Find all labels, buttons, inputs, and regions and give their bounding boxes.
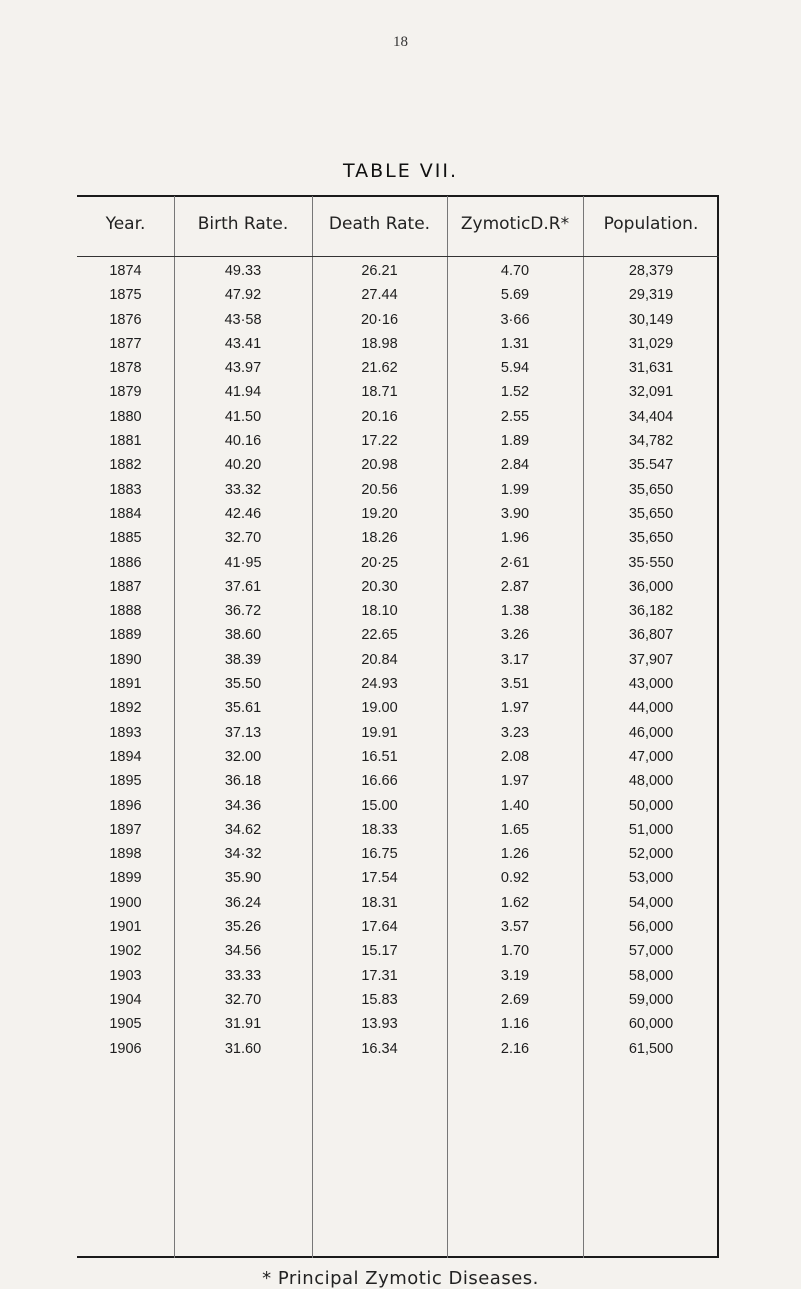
table-cell: 36.72: [224, 603, 262, 620]
table-cell: 35.50: [224, 676, 262, 693]
table-cell: 1889: [109, 627, 142, 644]
table-row: [77, 843, 719, 867]
table-cell: 60,000: [628, 1016, 674, 1033]
table-cell: 1888: [109, 603, 142, 620]
table-row: [77, 892, 719, 916]
table-cell: 5.94: [500, 360, 530, 377]
table-cell: 15.00: [361, 797, 398, 814]
table-cell: 18.98: [361, 335, 398, 352]
table-cell: 38.60: [224, 627, 262, 644]
table-cell: 1878: [109, 360, 142, 377]
table-row: [77, 989, 719, 1013]
table-cell: 36,000: [628, 578, 674, 595]
table-cell: 34.62: [224, 821, 262, 838]
table-cell: 37.61: [224, 578, 262, 595]
table-cell: 41·95: [224, 554, 262, 571]
table-cell: 34,782: [628, 433, 674, 450]
table-cell: 35.547: [628, 457, 674, 474]
table-row: [77, 795, 719, 819]
table-row: [77, 867, 719, 891]
table-cell: 53,000: [628, 870, 674, 887]
table-cell: 57,000: [628, 943, 674, 960]
table-cell: 20.16: [361, 408, 398, 425]
table-cell: 1892: [109, 700, 142, 717]
table-cell: 37,907: [628, 651, 674, 668]
table-cell: 1877: [109, 335, 142, 352]
table-row: [77, 697, 719, 721]
table-cell: 48,000: [628, 773, 674, 790]
table-cell: 1905: [109, 1016, 142, 1033]
table-cell: 3.19: [500, 967, 530, 984]
table-cell: 1885: [109, 530, 142, 547]
table-body: [77, 260, 719, 1062]
table-row: [77, 479, 719, 503]
table-cell: 52,000: [628, 846, 674, 863]
table-cell: 1884: [109, 505, 142, 522]
table-cell: 1.89: [500, 433, 530, 450]
table-cell: 19.91: [361, 724, 398, 741]
table-cell: 31,631: [628, 360, 674, 377]
table-cell: 34.56: [224, 943, 262, 960]
table-cell: 1898: [109, 846, 142, 863]
table-cell: 38.39: [224, 651, 262, 668]
table-cell: 1890: [109, 651, 142, 668]
table-row: [77, 260, 719, 284]
header-population: Population.: [603, 214, 699, 234]
table-cell: 1902: [109, 943, 142, 960]
table-cell: 36,807: [628, 627, 674, 644]
table-cell: 18.33: [361, 821, 398, 838]
table-row: [77, 940, 719, 964]
table-cell: 1906: [109, 1040, 142, 1057]
table-cell: 31.91: [224, 1016, 262, 1033]
header-death-rate: Death Rate.: [328, 214, 431, 234]
table-cell: 35.90: [224, 870, 262, 887]
table-cell: 5.69: [500, 287, 530, 304]
table-header: [77, 214, 719, 254]
table-cell: 3·66: [500, 311, 530, 328]
footnote: * Principal Zymotic Diseases.: [262, 1268, 539, 1289]
table-cell: 35,650: [628, 481, 674, 498]
table-cell: 36.24: [224, 894, 262, 911]
table-cell: 41.50: [224, 408, 262, 425]
table-cell: 2.84: [500, 457, 530, 474]
table-row: [77, 576, 719, 600]
table-cell: 15.17: [361, 943, 398, 960]
table-cell: 17.22: [361, 433, 398, 450]
table-cell: 16.75: [361, 846, 398, 863]
table-cell: 16.66: [361, 773, 398, 790]
table-cell: 42.46: [224, 505, 262, 522]
table-cell: 1887: [109, 578, 142, 595]
table-cell: 1901: [109, 919, 142, 936]
table-cell: 20·16: [360, 311, 399, 328]
table-cell: 40.16: [224, 433, 262, 450]
table-cell: 34·32: [224, 846, 262, 863]
table-cell: 61,500: [628, 1040, 674, 1057]
table-row: [77, 454, 719, 478]
table-row: [77, 552, 719, 576]
table-cell: 1876: [109, 311, 142, 328]
page-number: 18: [393, 34, 408, 50]
table-cell: 34,404: [628, 408, 674, 425]
table-cell: 20.84: [361, 651, 398, 668]
table-cell: 3.90: [500, 505, 530, 522]
header-year: Year.: [105, 214, 146, 234]
table-cell: 3.57: [500, 919, 530, 936]
table-row: [77, 746, 719, 770]
table-cell: 1.99: [500, 481, 530, 498]
table-cell: 1875: [109, 287, 142, 304]
table-cell: 49.33: [224, 263, 262, 279]
table-cell: 33.32: [224, 481, 262, 498]
table-cell: 3.26: [500, 627, 530, 644]
table-row: [77, 600, 719, 624]
table-cell: 1.40: [500, 797, 530, 814]
table-cell: 2.87: [500, 578, 530, 595]
table-cell: 35·550: [628, 554, 674, 571]
table-cell: 19.20: [361, 505, 398, 522]
table-cell: 1.65: [500, 821, 530, 838]
table-cell: 1900: [109, 894, 142, 911]
table-cell: 32.70: [224, 991, 262, 1008]
table-cell: 36,182: [628, 603, 674, 620]
table-row: [77, 503, 719, 527]
table-cell: 20.98: [361, 457, 398, 474]
table-cell: 35.26: [224, 919, 262, 936]
table-cell: 34.36: [224, 797, 262, 814]
table-cell: 13.93: [361, 1016, 398, 1033]
table-cell: 20.56: [361, 481, 398, 498]
table-cell: 47,000: [628, 748, 674, 765]
table-row: [77, 333, 719, 357]
table-cell: 19.00: [361, 700, 398, 717]
table-row: [77, 649, 719, 673]
table-cell: 51,000: [628, 821, 674, 838]
table-cell: 32.00: [224, 748, 262, 765]
table-cell: 21.62: [361, 360, 398, 377]
table-cell: 50,000: [628, 797, 674, 814]
table-row: [77, 1038, 719, 1062]
table-cell: 1880: [109, 408, 142, 425]
table-cell: 1.62: [500, 894, 530, 911]
table-cell: 58,000: [628, 967, 674, 984]
table-cell: 28,379: [628, 263, 674, 279]
table-cell: 46,000: [628, 724, 674, 741]
table-cell: 15.83: [361, 991, 398, 1008]
table-cell: 1882: [109, 457, 142, 474]
table-cell: 37.13: [224, 724, 262, 741]
table-cell: 1.97: [500, 700, 530, 717]
table-cell: 31.60: [224, 1040, 262, 1057]
table-cell: 29,319: [628, 287, 674, 304]
table-cell: 17.54: [361, 870, 398, 887]
table-cell: 3.23: [500, 724, 530, 741]
table-cell: 1894: [109, 748, 142, 765]
table-title: TABLE VII.: [342, 160, 459, 182]
table-cell: 43.97: [224, 360, 262, 377]
table-cell: 1.70: [500, 943, 530, 960]
table-row: [77, 527, 719, 551]
table-cell: 33.33: [224, 967, 262, 984]
table-cell: 41.94: [224, 384, 262, 401]
table-cell: 1.38: [500, 603, 530, 620]
table-row: [77, 430, 719, 454]
table-cell: 1.96: [500, 530, 530, 547]
table-cell: 0.92: [500, 870, 530, 887]
table-cell: 1896: [109, 797, 142, 814]
table-cell: 17.64: [361, 919, 398, 936]
table-cell: 2.08: [500, 748, 530, 765]
table-cell: 43,000: [628, 676, 674, 693]
header-rule: [77, 256, 719, 257]
table-cell: 32,091: [628, 384, 674, 401]
table-row: [77, 770, 719, 794]
table-row: [77, 284, 719, 308]
table-cell: 20.30: [361, 578, 398, 595]
table-cell: 1893: [109, 724, 142, 741]
table-cell: 1.26: [500, 846, 530, 863]
table-cell: 36.18: [224, 773, 262, 790]
table-cell: 56,000: [628, 919, 674, 936]
table-row: [77, 381, 719, 405]
table-cell: 20·25: [360, 554, 399, 571]
table-cell: 44,000: [628, 700, 674, 717]
table-row: [77, 357, 719, 381]
table-cell: 32.70: [224, 530, 262, 547]
table-cell: 1.31: [500, 335, 530, 352]
table-cell: 16.34: [361, 1040, 398, 1057]
table-cell: 30,149: [628, 311, 674, 328]
table-cell: 1874: [109, 263, 142, 279]
table-cell: 1.97: [500, 773, 530, 790]
table-row: [77, 673, 719, 697]
table-cell: 2.55: [500, 408, 530, 425]
table-row: [77, 406, 719, 430]
table-cell: 22.65: [361, 627, 398, 644]
table-cell: 3.17: [500, 651, 530, 668]
table-row: [77, 309, 719, 333]
table-cell: 1891: [109, 676, 142, 693]
table-cell: 1886: [109, 554, 142, 571]
table-cell: 1881: [109, 433, 142, 450]
table-row: [77, 1013, 719, 1037]
table-cell: 47.92: [224, 287, 262, 304]
table-cell: 1904: [109, 991, 142, 1008]
table-cell: 43·58: [224, 311, 262, 328]
table-cell: 59,000: [628, 991, 674, 1008]
table-cell: 18.71: [361, 384, 398, 401]
table-cell: 35,650: [628, 505, 674, 522]
table-cell: 27.44: [361, 287, 398, 304]
table-row: [77, 624, 719, 648]
table-cell: 16.51: [361, 748, 398, 765]
table-cell: 1.16: [500, 1016, 530, 1033]
table-cell: 1895: [109, 773, 142, 790]
table-cell: 31,029: [628, 335, 674, 352]
table-cell: 1.52: [500, 384, 530, 401]
table-cell: 1899: [109, 870, 142, 887]
table-cell: 40.20: [224, 457, 262, 474]
table-cell: 4.70: [500, 263, 530, 279]
table-cell: 18.31: [361, 894, 398, 911]
table-cell: 17.31: [361, 967, 398, 984]
table-cell: 2·61: [500, 554, 530, 571]
table-cell: 2.69: [500, 991, 530, 1008]
table-cell: 26.21: [361, 263, 398, 279]
table-cell: 1903: [109, 967, 142, 984]
table-cell: 18.26: [361, 530, 398, 547]
header-zymotic-dr: ZymoticD.R*: [460, 214, 570, 234]
table-row: [77, 916, 719, 940]
table-cell: 54,000: [628, 894, 674, 911]
table-cell: 1897: [109, 821, 142, 838]
table-row: [77, 819, 719, 843]
table-cell: 35,650: [628, 530, 674, 547]
table-cell: 1883: [109, 481, 142, 498]
table-cell: 18.10: [361, 603, 398, 620]
header-birth-rate: Birth Rate.: [197, 214, 289, 234]
table-row: [77, 722, 719, 746]
table-cell: 3.51: [500, 676, 530, 693]
table-cell: 43.41: [224, 335, 262, 352]
table-cell: 1879: [109, 384, 142, 401]
table-cell: 2.16: [500, 1040, 530, 1057]
table-row: [77, 965, 719, 989]
table-cell: 24.93: [361, 676, 398, 693]
table-cell: 35.61: [224, 700, 262, 717]
